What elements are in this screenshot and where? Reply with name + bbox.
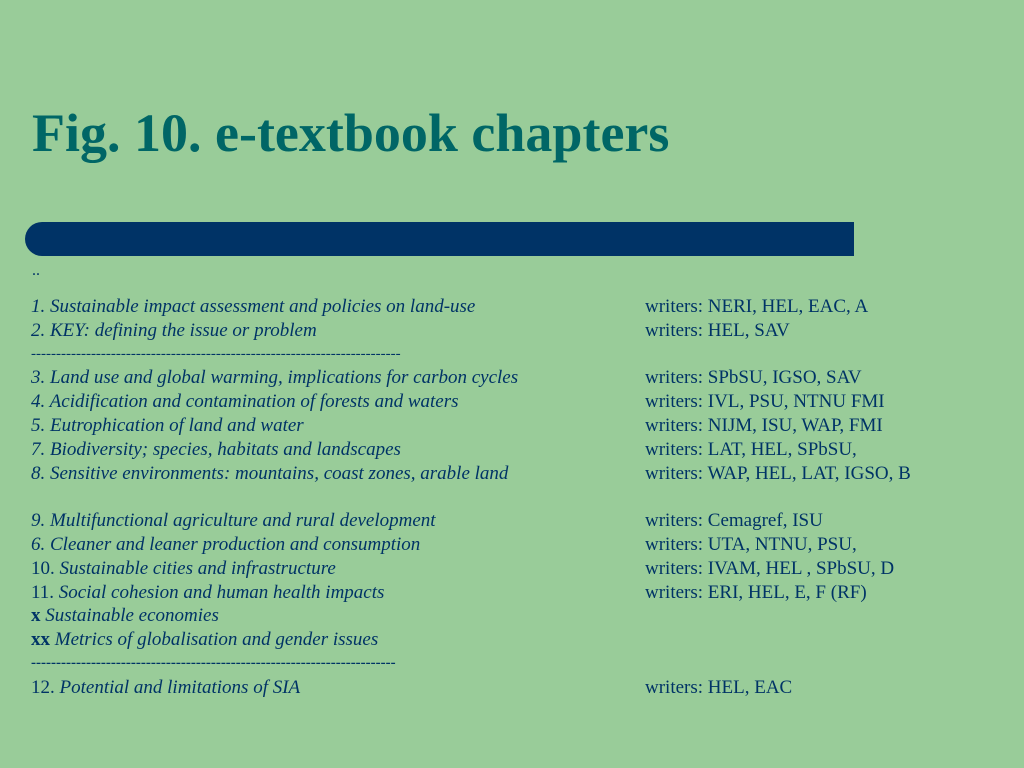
chapter-writers: writers: LAT, HEL, SPbSU, [645,438,857,460]
chapter-title [31,462,508,486]
chapter-number: 2. [31,319,46,341]
chapter-title [31,438,401,462]
chapter-text: Biodiversity; species, habitats and landscapes [45,438,401,460]
chapter-number: 1. [31,296,46,317]
chapter-writers: writers: UTA, NTNU, PSU, [645,533,857,555]
chapter-row [31,581,1011,605]
chapter-text: Sustainable impact assessment and policies on land-use [45,296,476,317]
chapter-writers: writers: HEL, EAC [645,676,793,698]
chapter-title [31,533,420,557]
chapter-writers: writers: NERI, HEL, EAC, A [645,296,869,317]
chapter-number: 5. [31,414,46,436]
separator-line: -------------------------------------------------------------------------- [31,345,401,362]
chapter-text: Sensitive environments: mountains, coast zones, arable land [45,462,509,484]
separator-line-bold: ------------------------------------------------------------------------- [31,654,396,671]
chapter-text: KEY: defining the issue or problem [45,319,317,341]
chapter-title [31,295,475,319]
chapter-title [31,557,336,581]
chapter-text: Acidification and contamination of forests and waters [45,391,459,413]
chapter-writers: writers: Cemagref, ISU [645,510,823,532]
chapter-text: Eutrophication of land and water [45,414,304,436]
chapter-row [31,676,1011,700]
chapter-text: Potential and limitations of SIA [54,676,301,698]
chapter-number: 7. [31,438,46,460]
chapter-number: 10. [31,557,55,579]
chapter-row [31,319,1011,343]
chapter-row [31,366,1011,390]
chapter-writers: writers: NIJM, ISU, WAP, FMI [645,414,883,436]
chapter-row [31,390,1011,414]
chapter-text: Cleaner and leaner production and consumption [45,533,421,555]
chapter-number: 4. [31,391,46,413]
chapter-writers: writers: WAP, HEL, LAT, IGSO, B [645,462,911,484]
chapter-text: Sustainable economies [40,605,219,627]
chapter-number: x [31,605,41,627]
chapter-text: Metrics of globalisation and gender issues [50,629,379,651]
chapter-title [31,509,436,533]
chapter-row [31,628,1011,652]
chapter-title [31,414,304,438]
chapter-row [31,557,1011,581]
chapter-row [31,295,1011,319]
chapter-writers: writers: HEL, SAV [645,319,790,341]
chapter-number: 3. [31,367,46,389]
chapter-number: 11. [31,581,55,603]
chapter-text: Multifunctional agriculture and rural development [45,510,436,532]
title-underline-bar [25,222,854,256]
chapter-title [31,604,219,628]
chapter-row [31,462,1011,486]
chapter-text: Social cohesion and human health impacts [54,581,385,603]
chapter-text: Land use and global warming, implications for carbon cycles [45,367,519,389]
chapter-number: xx [31,629,50,651]
chapter-title [31,581,384,605]
chapter-writers: writers: SPbSU, IGSO, SAV [645,367,862,389]
chapter-number: 12. [31,676,55,698]
chapter-list [31,295,1011,700]
blank-line [31,485,1011,509]
chapter-row [31,438,1011,462]
chapter-number: 8. [31,462,46,484]
chapter-writers: writers: ERI, HEL, E, F (RF) [645,581,867,603]
slide-title: Fig. 10. e-textbook chapters [32,103,670,163]
chapter-row [31,414,1011,438]
chapter-number: 6. [31,533,46,555]
chapter-writers: writers: IVL, PSU, NTNU FMI [645,391,885,413]
chapter-text: Sustainable cities and infrastructure [54,557,336,579]
chapter-title [31,628,378,652]
chapter-row [31,509,1011,533]
ellipsis-marker: .. [32,262,40,279]
chapter-title [31,390,459,414]
chapter-row [31,604,1011,628]
chapter-number: 9. [31,510,46,532]
chapter-title [31,319,317,343]
chapter-title [31,366,518,390]
chapter-writers: writers: IVAM, HEL , SPbSU, D [645,557,895,579]
chapter-row [31,533,1011,557]
chapter-title [31,676,300,700]
